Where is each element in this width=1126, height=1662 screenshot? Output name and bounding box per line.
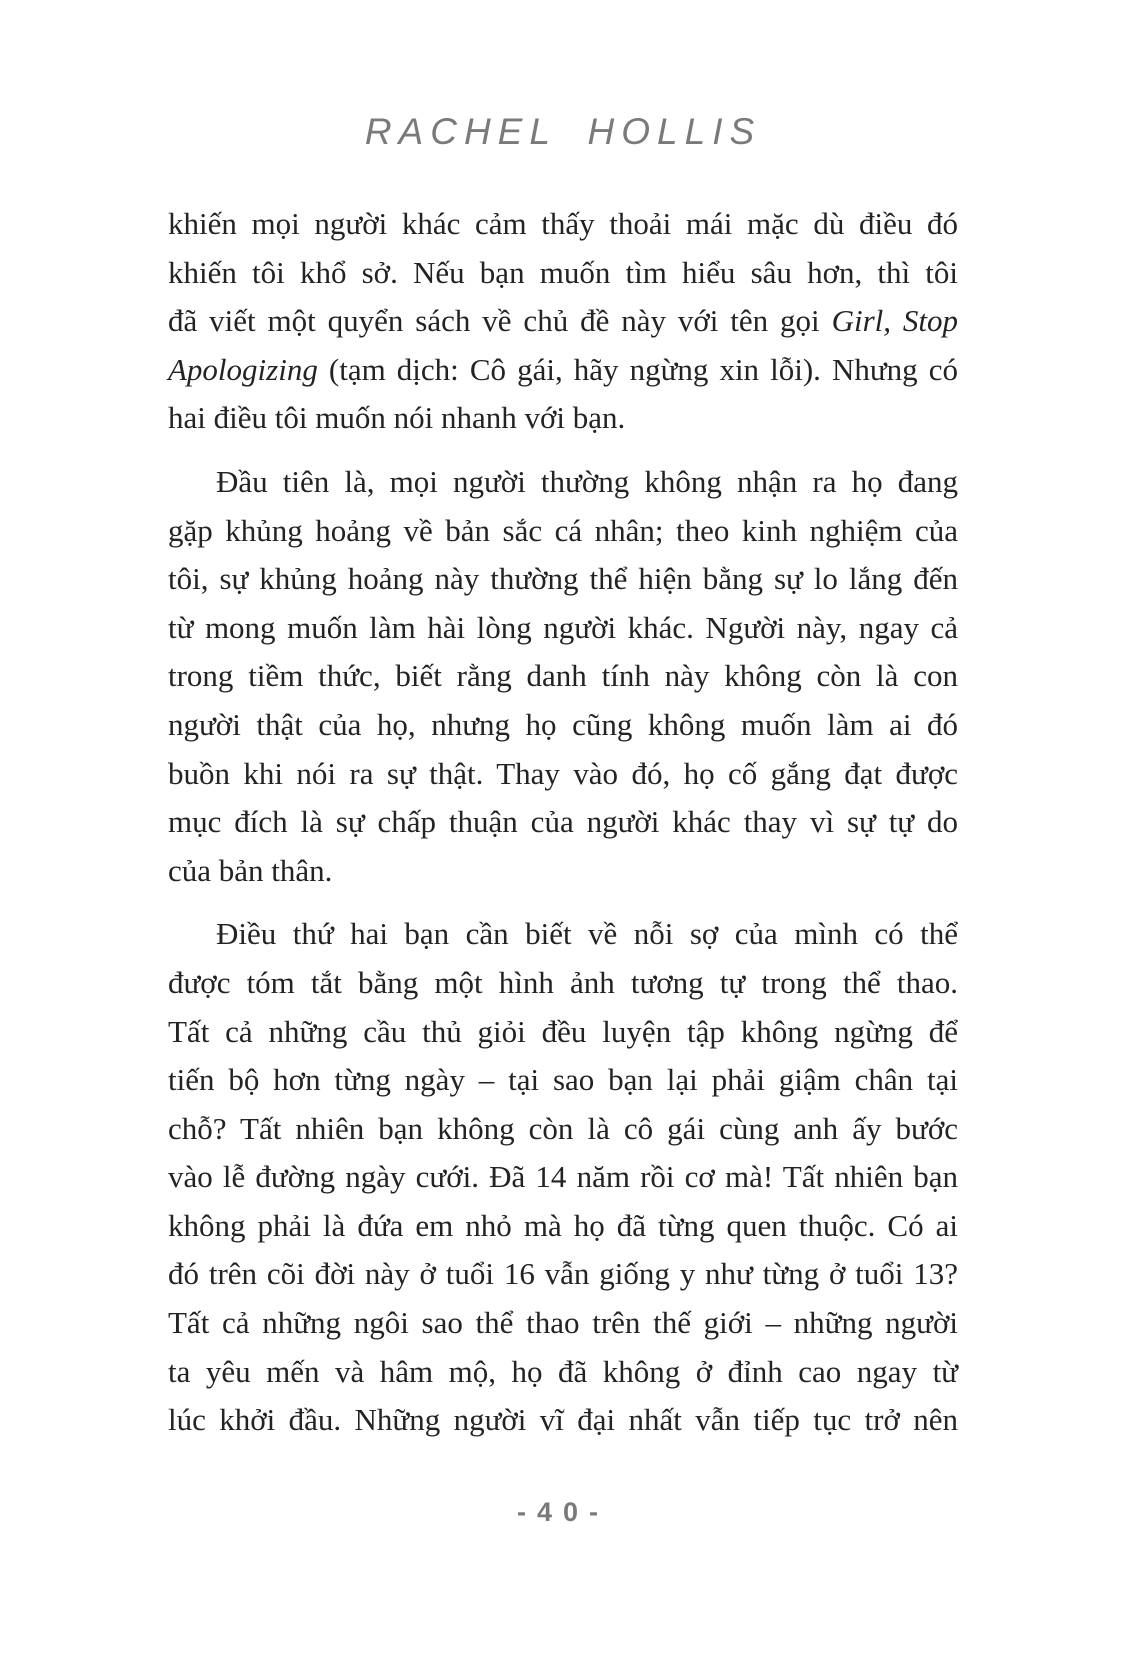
text-line <box>168 394 958 443</box>
running-header: RACHEL HOLLIS <box>364 111 762 152</box>
page-body-text <box>168 200 958 1445</box>
text-line <box>168 458 958 507</box>
text-segment: của bản thân. <box>168 852 333 888</box>
text-segment: người thật của họ, nhưng họ cũng không muốn làm ai đó <box>168 706 958 742</box>
text-line <box>168 1056 958 1105</box>
paragraph <box>168 200 958 443</box>
book-title-italic: Apologizing <box>168 351 318 387</box>
text-segment: vào lễ đường ngày cưới. Đã 14 năm rồi cơ mà! Tất nhiên bạn <box>168 1159 958 1195</box>
text-line <box>168 346 958 395</box>
text-line <box>168 507 958 556</box>
text-segment: mục đích là sự chấp thuận của người khác thay vì sự tự do <box>168 804 958 840</box>
text-segment: khiến tôi khổ sở. Nếu bạn muốn tìm hiểu sâu hơn, thì tôi <box>168 254 958 290</box>
text-segment: đó trên cõi đời này ở tuổi 16 vẫn giống y như từng ở tuổi 13? <box>168 1256 958 1292</box>
text-line <box>168 750 958 799</box>
text-line <box>168 1202 958 1251</box>
text-segment: đã viết một quyển sách về chủ đề này với tên gọi <box>168 303 832 339</box>
text-line <box>168 847 958 896</box>
text-line <box>168 1153 958 1202</box>
book-title-italic: Girl, Stop <box>831 303 958 339</box>
text-segment: Điều thứ hai bạn cần biết về nỗi sợ của mình có thể <box>216 916 958 952</box>
text-line <box>168 1105 958 1154</box>
text-segment: trong tiềm thức, biết rằng danh tính này không còn là con <box>168 658 958 694</box>
text-line <box>168 1299 958 1348</box>
text-segment: buồn khi nói ra sự thật. Thay vào đó, họ cố gắng đạt được <box>168 755 958 791</box>
text-segment: gặp khủng hoảng về bản sắc cá nhân; theo kinh nghiệm của <box>168 512 958 548</box>
text-segment: (tạm dịch: Cô gái, hãy ngừng xin lỗi). Nhưng có <box>317 351 958 387</box>
text-line <box>168 1250 958 1299</box>
text-segment: Đầu tiên là, mọi người thường không nhận ra họ đang <box>216 463 958 499</box>
text-segment: Tất cả những ngôi sao thể thao trên thế giới – những người <box>168 1305 958 1341</box>
text-segment: hai điều tôi muốn nói nhanh với bạn. <box>168 400 626 436</box>
text-segment: Tất cả những cầu thủ giỏi đều luyện tập không ngừng để <box>168 1013 958 1049</box>
text-line <box>168 297 958 346</box>
text-line <box>168 701 958 750</box>
text-line <box>168 910 958 959</box>
text-segment: tiến bộ hơn từng ngày – tại sao bạn lại phải giậm chân tại <box>168 1062 958 1098</box>
text-segment: chỗ? Tất nhiên bạn không còn là cô gái cùng anh ấy bước <box>168 1110 958 1146</box>
text-line <box>168 1348 958 1397</box>
paragraph <box>168 458 958 895</box>
text-line <box>168 1396 958 1445</box>
paragraph <box>168 910 958 1445</box>
text-line <box>168 604 958 653</box>
text-line <box>168 555 958 604</box>
text-segment: ta yêu mến và hâm mộ, họ đã không ở đỉnh cao ngay từ <box>168 1353 958 1389</box>
text-line <box>168 959 958 1008</box>
text-segment: không phải là đứa em nhỏ mà họ đã từng quen thuộc. Có ai <box>168 1207 958 1243</box>
text-segment: khiến mọi người khác cảm thấy thoải mái mặc dù điều đó <box>168 206 958 241</box>
text-segment: từ mong muốn làm hài lòng người khác. Người này, ngay cả <box>168 609 958 645</box>
text-line <box>168 1008 958 1057</box>
text-segment: được tóm tắt bằng một hình ảnh tương tự trong thể thao. <box>168 964 958 1000</box>
text-line <box>168 652 958 701</box>
page-number: -40- <box>516 1497 609 1527</box>
text-segment: lúc khởi đầu. Những người vĩ đại nhất vẫn tiếp tục trở nên <box>168 1402 958 1438</box>
text-line <box>168 200 958 249</box>
text-segment: tôi, sự khủng hoảng này thường thể hiện bằng sự lo lắng đến <box>168 561 958 597</box>
text-line <box>168 798 958 847</box>
text-line <box>168 249 958 298</box>
